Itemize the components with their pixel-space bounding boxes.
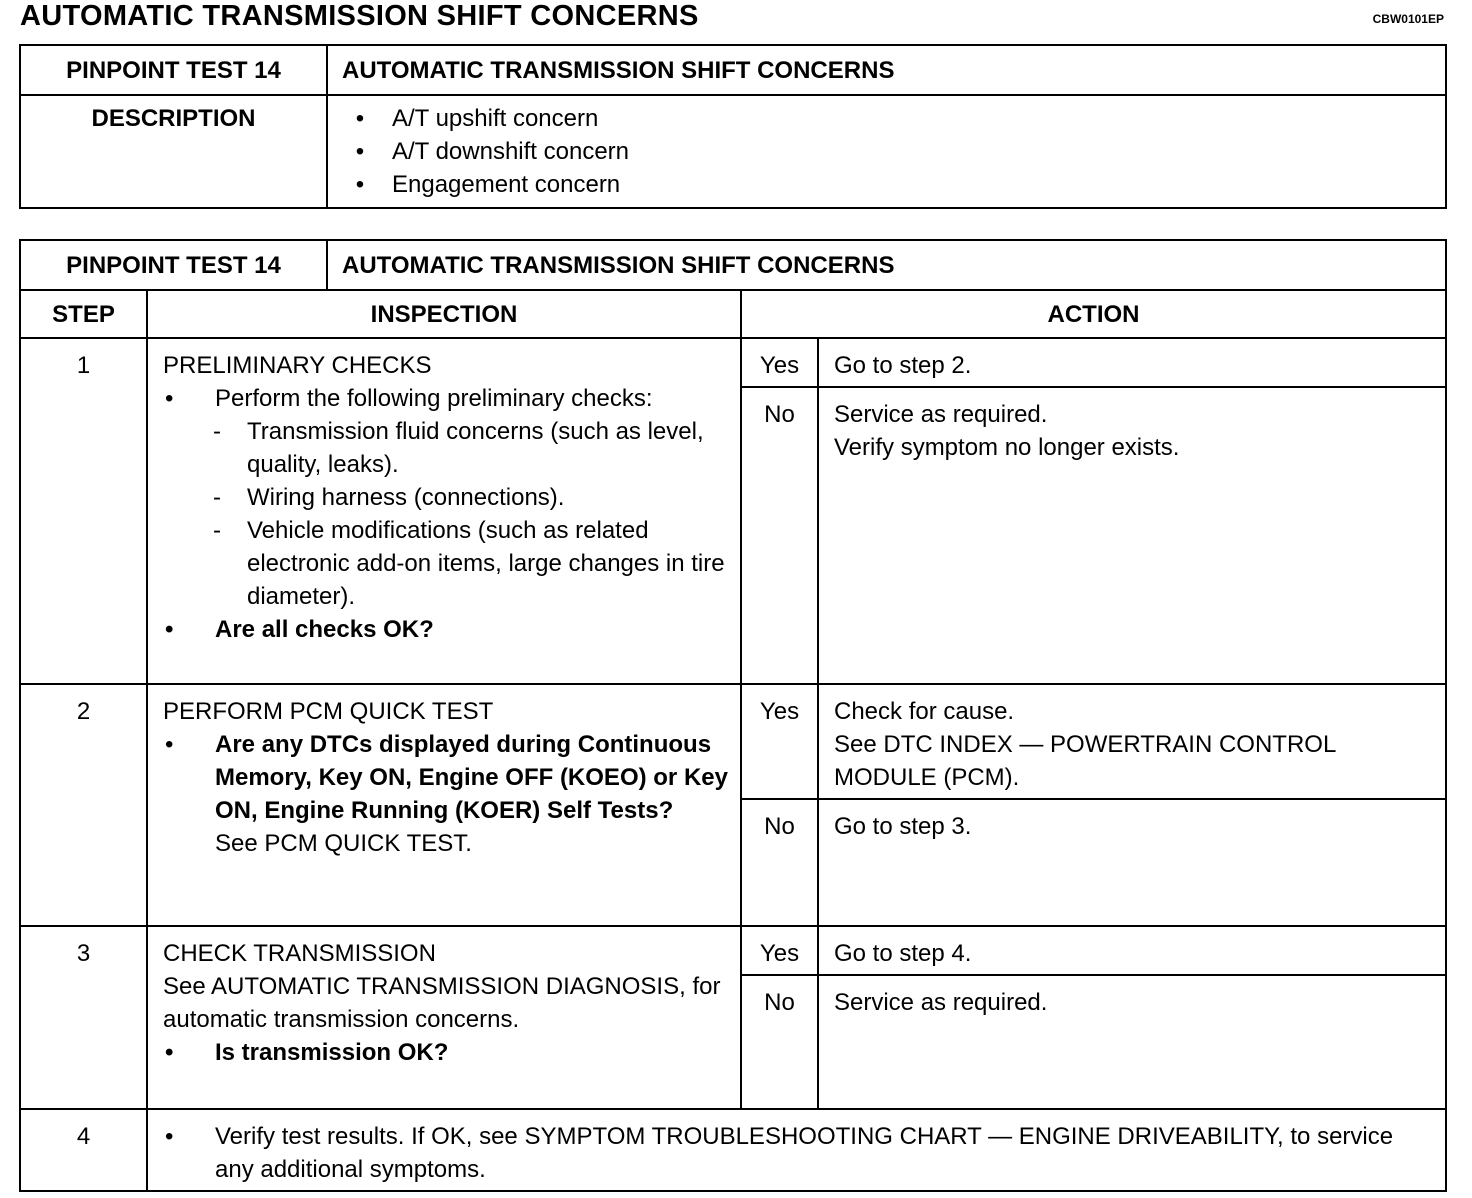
step-text: See AUTOMATIC TRANSMISSION DIAGNOSIS, for automatic transmission concerns. xyxy=(163,973,721,1033)
col-step: STEP xyxy=(20,290,147,338)
dash-icon: - xyxy=(213,517,221,544)
pinpoint-table-header xyxy=(20,240,1446,290)
no-action: Service as required. xyxy=(818,975,1446,1109)
bullet-question: • Are all checks OK? xyxy=(163,613,730,646)
description-item: • A/T upshift concern xyxy=(328,102,1445,135)
step-number: 1 xyxy=(20,338,147,684)
bullet-icon: • xyxy=(355,105,365,132)
yes-label: Yes xyxy=(741,926,818,975)
no-action: Service as required. Verify symptom no longer exists. xyxy=(818,387,1446,684)
column-headers xyxy=(20,290,1446,338)
document-code: CBW0101EP xyxy=(1372,12,1444,26)
bullet-item: • Verify test results. If OK, see SYMPTOM TROUBLESHOOTING CHART — ENGINE DRIVEABILITY, to service any additional symptoms. xyxy=(163,1120,1435,1186)
step-row xyxy=(20,684,1446,799)
description-table-header xyxy=(20,45,1446,95)
step-number: 4 xyxy=(20,1109,147,1191)
test-title: AUTOMATIC TRANSMISSION SHIFT CONCERNS xyxy=(327,240,1446,290)
bullet-item: • Perform the following preliminary checks: xyxy=(163,382,730,415)
page-title: AUTOMATIC TRANSMISSION SHIFT CONCERNS xyxy=(20,0,699,32)
bullet-question: • Are any DTCs displayed during Continuous Memory, Key ON, Engine OFF (KOEO) or Key ON, Engine Running (KOER) Self Tests? See PCM QUICK TEST. xyxy=(163,728,730,860)
step-number: 2 xyxy=(20,684,147,926)
step-inspection xyxy=(147,684,741,926)
no-label: No xyxy=(741,975,818,1109)
col-action: ACTION xyxy=(741,290,1446,338)
dash-icon: - xyxy=(213,418,221,445)
test-label: PINPOINT TEST 14 xyxy=(20,240,327,290)
description-table xyxy=(19,44,1447,209)
test-title: AUTOMATIC TRANSMISSION SHIFT CONCERNS xyxy=(327,45,1446,95)
bullet-icon: • xyxy=(355,171,365,198)
bullet-icon: • xyxy=(165,616,174,643)
yes-action: Go to step 2. xyxy=(818,338,1446,387)
dash-icon: - xyxy=(213,484,221,511)
description-label: DESCRIPTION xyxy=(20,95,327,208)
description-item: • A/T downshift concern xyxy=(328,135,1445,168)
no-action: Go to step 3. xyxy=(818,799,1446,926)
bullet-icon: • xyxy=(165,385,174,412)
description-list xyxy=(327,95,1446,208)
yes-action: Check for cause. See DTC INDEX — POWERTRAIN CONTROL MODULE (PCM). xyxy=(818,684,1446,799)
step-heading: CHECK TRANSMISSION xyxy=(163,940,436,967)
step-inspection xyxy=(147,338,741,684)
description-row xyxy=(20,95,1446,208)
yes-label: Yes xyxy=(741,338,818,387)
sub-item: - Transmission fluid concerns (such as level, quality, leaks). xyxy=(163,415,730,481)
bullet-question: • Is transmission OK? xyxy=(163,1036,730,1069)
step-row xyxy=(20,1109,1446,1191)
step-row xyxy=(20,926,1446,975)
step-row xyxy=(20,338,1446,387)
step-inspection xyxy=(147,926,741,1109)
pinpoint-test-table xyxy=(19,239,1447,1192)
bullet-icon: • xyxy=(165,731,174,758)
description-item: • Engagement concern xyxy=(328,168,1445,201)
yes-label: Yes xyxy=(741,684,818,799)
step-number: 3 xyxy=(20,926,147,1109)
no-label: No xyxy=(741,799,818,926)
col-inspection: INSPECTION xyxy=(147,290,741,338)
no-label: No xyxy=(741,387,818,684)
sub-item: - Vehicle modifications (such as related electronic add-on items, large changes in tire diameter). xyxy=(163,514,730,613)
bullet-icon: • xyxy=(165,1039,174,1066)
bullet-icon: • xyxy=(355,138,365,165)
sub-item: - Wiring harness (connections). xyxy=(163,481,730,514)
yes-action: Go to step 4. xyxy=(818,926,1446,975)
step-heading: PERFORM PCM QUICK TEST xyxy=(163,698,494,725)
bullet-icon: • xyxy=(165,1123,174,1150)
step-heading: PRELIMINARY CHECKS xyxy=(163,352,432,379)
step-inspection xyxy=(147,1109,1446,1191)
test-label: PINPOINT TEST 14 xyxy=(20,45,327,95)
